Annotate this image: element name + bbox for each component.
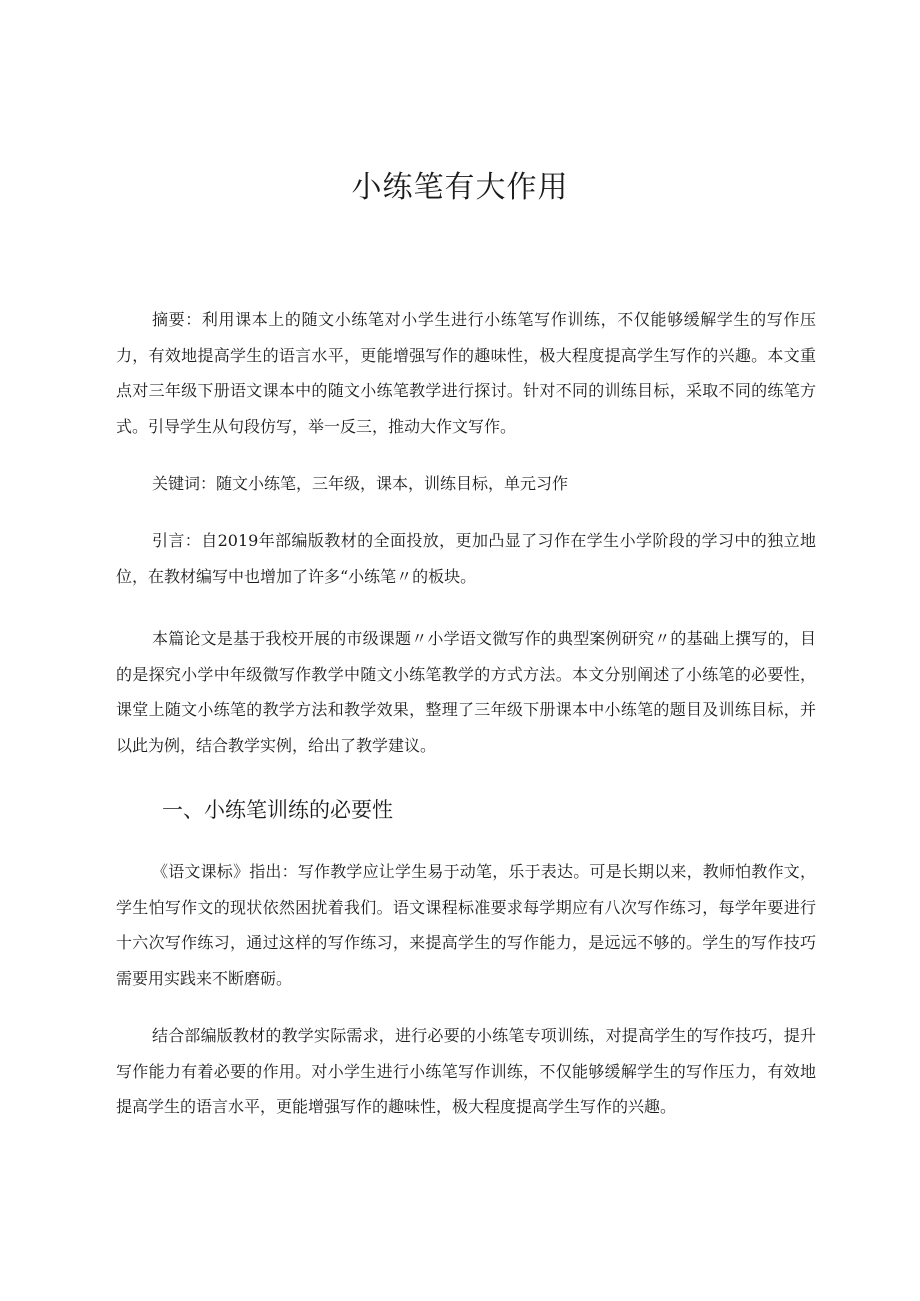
document-title: 小练笔有大作用 [351, 170, 569, 205]
section-1-heading: 一、小练笔训练的必要性 [162, 798, 393, 822]
basis-paragraph: 本篇论文是基于我校开展的市级课题〃小学语文微写作的典型案例研究〃的基础上撰写的，目的是探究小学中年级微写作教学中随文小练笔教学的方式方法。本文分别阐述了小练笔的必要性，课堂上随文小练笔的教学方法和教学效果，整理了三年级下册课本中小练笔的题目及训练目标，并以此为例，结合教学实例，给出了教学建议。 [116, 629, 816, 755]
introduction-paragraph: 引言：自2019年部编版教材的全面投放，更加凸显了习作在学生小学阶段的学习中的独立地位，在教材编写中也增加了许多“小练笔〃的板块。 [116, 531, 816, 586]
keywords-paragraph: 关键词：随文小练笔，三年级，课本，训练目标，单元习作 [152, 474, 569, 493]
section-1-paragraph: 《语文课标》指出：写作教学应让学生易于动笔，乐于表达。可是长期以来，教师怕教作文，学生怕写作文的现状依然困扰着我们。语文课程标准要求每学期应有八次写作练习，每学年要进行十六次写作练习，通过这样的写作练习，来提高学生的写作能力，是远远不够的。学生的写作技巧需要用实践来不断磨砺。 [116, 862, 816, 988]
section-1-paragraph: 结合部编版教材的教学实际需求，进行必要的小练笔专项训练，对提高学生的写作技巧，提升写作能力有着必要的作用。对小学生进行小练笔写作训练，不仅能够缓解学生的写作压力，有效地提高学生的语言水平，更能增强写作的趣味性，极大程度提高学生写作的兴趣。 [116, 1026, 816, 1116]
abstract-paragraph: 摘要：利用课本上的随文小练笔对小学生进行小练笔写作训练，不仅能够缓解学生的写作压力，有效地提高学生的语言水平，更能增强写作的趣味性，极大程度提高学生写作的兴趣。本文重点对三年级下册语文课本中的随文小练笔教学进行探讨。针对不同的训练目标，采取不同的练笔方式。引导学生从句段仿写，举一反三，推动大作文写作。 [116, 310, 816, 436]
